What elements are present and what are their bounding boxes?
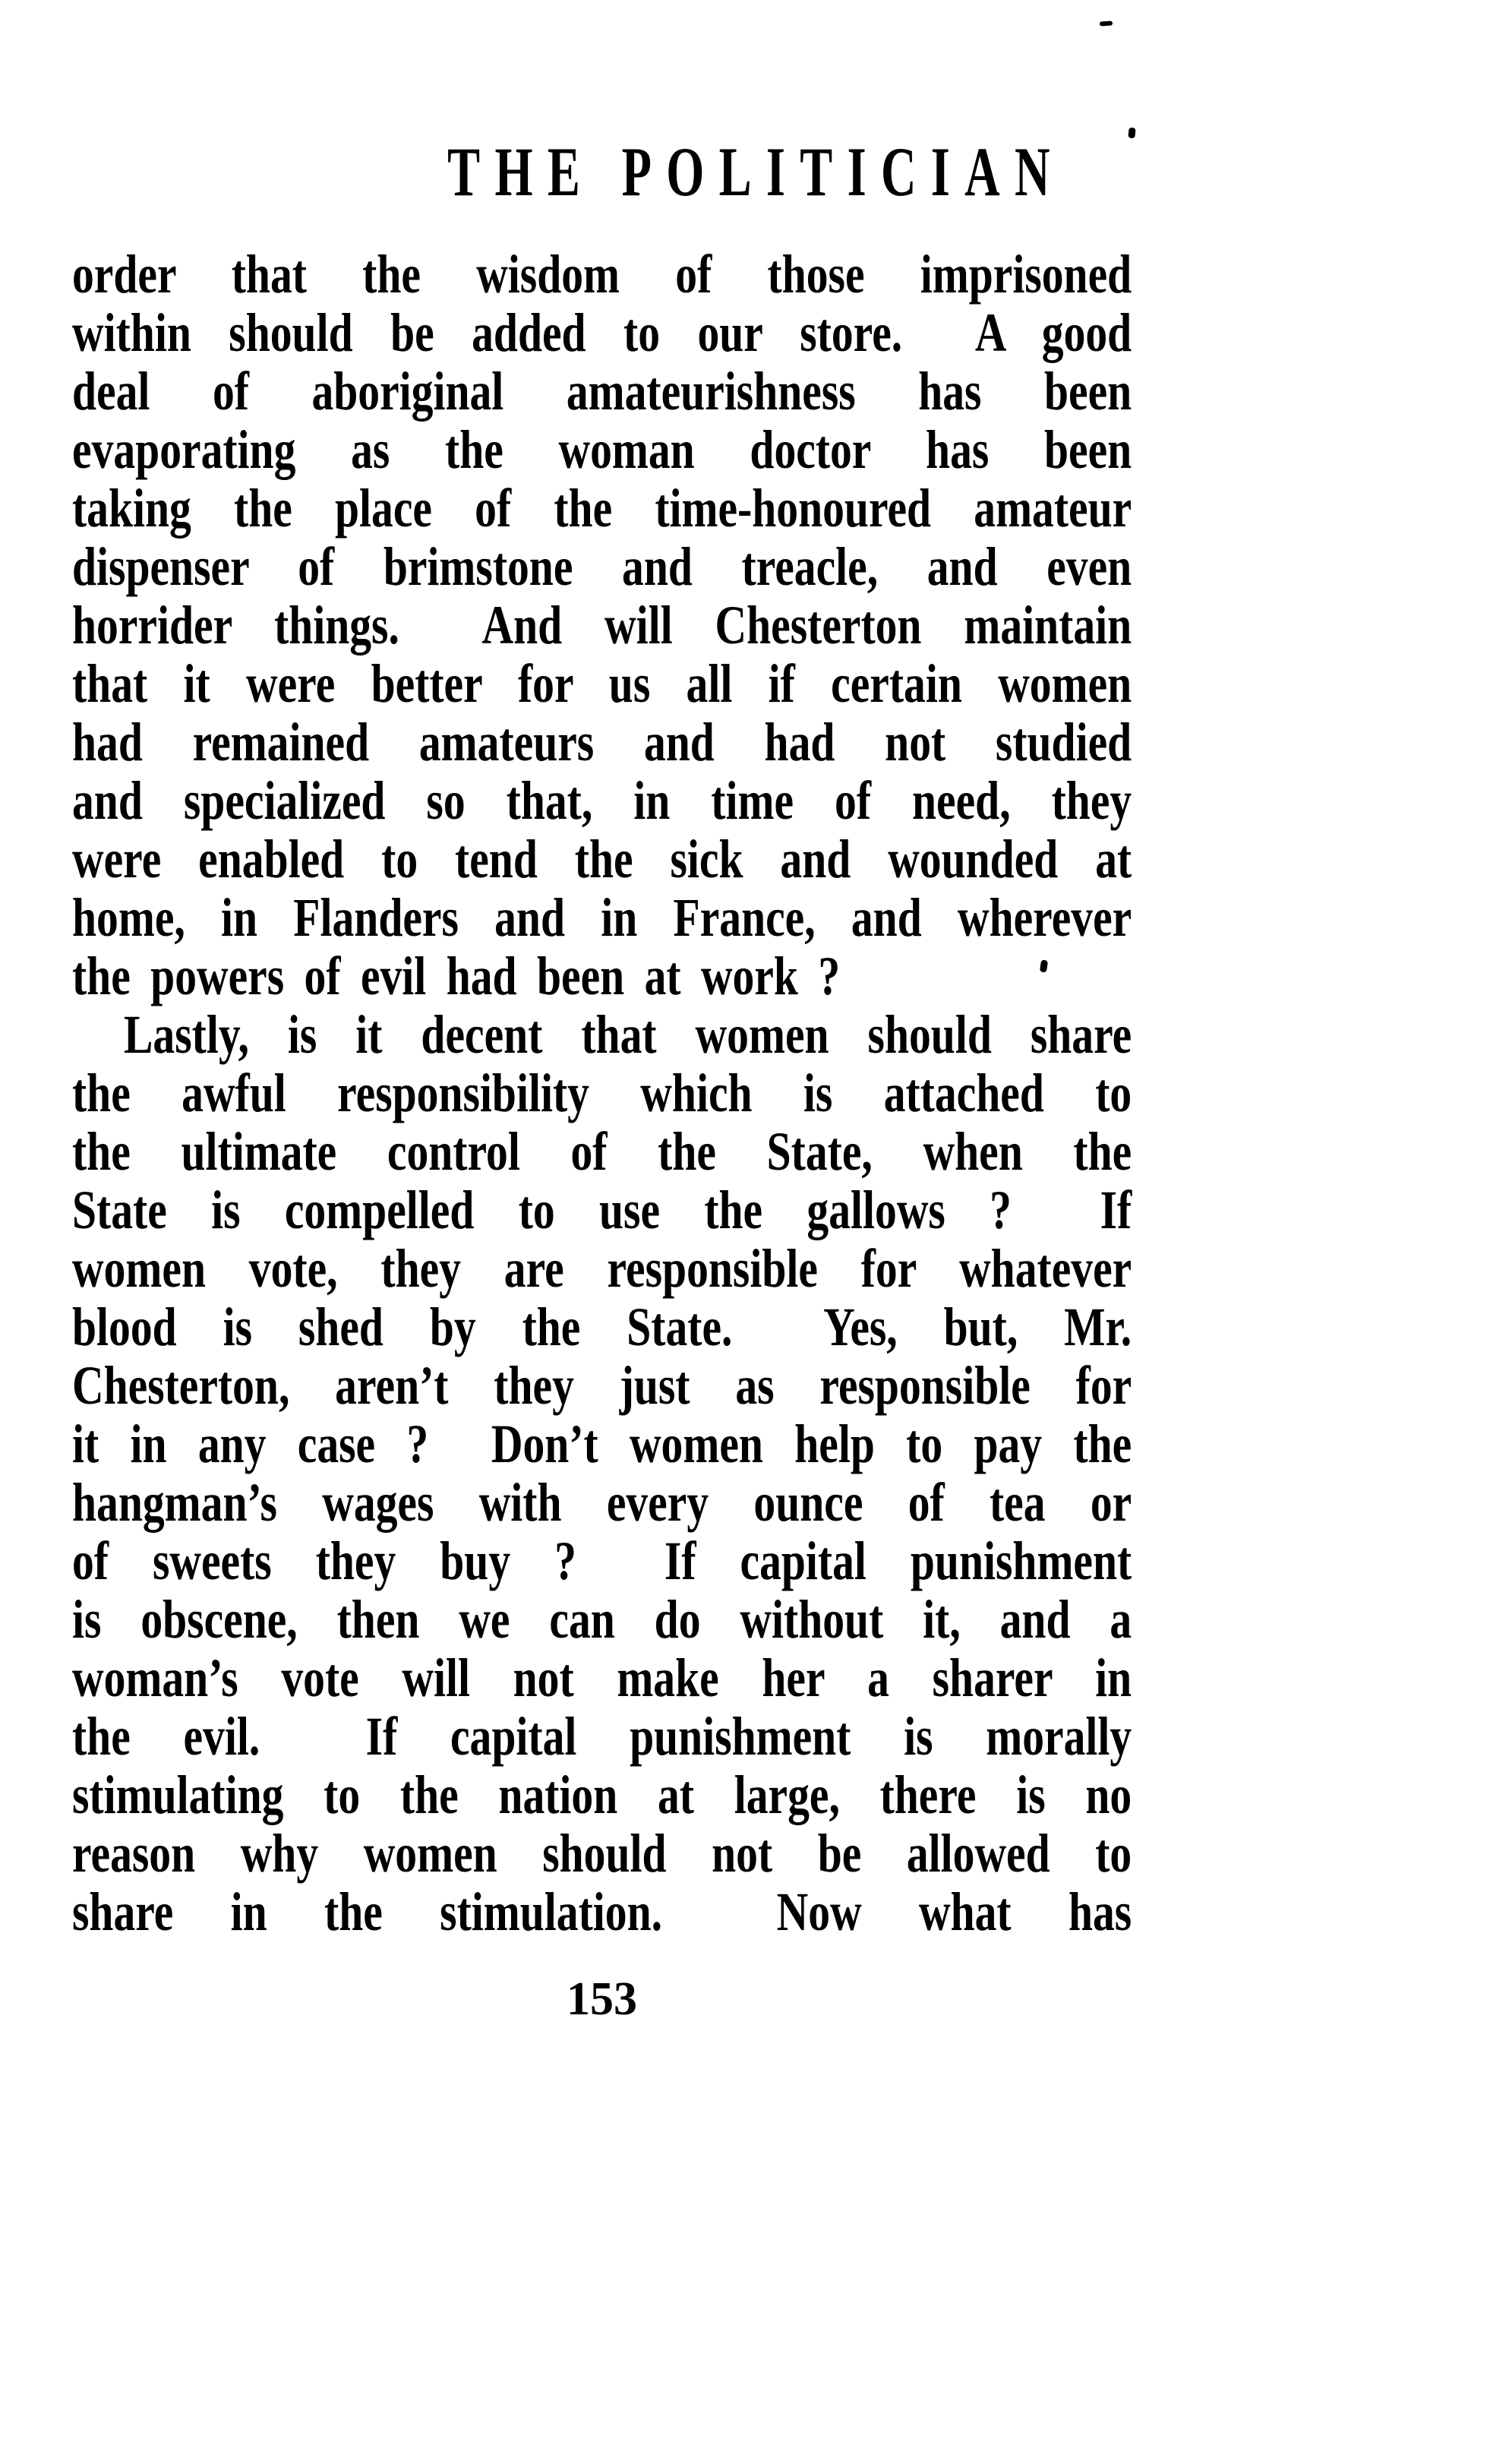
text-line: is obscene, then we can do without it, and a <box>72 1589 1132 1650</box>
page-number: 153 <box>567 1973 637 2025</box>
text-line: dispenser of brimstone and treacle, and even <box>72 536 1132 597</box>
text-line: the evil. If capital punishment is morally <box>72 1706 1132 1767</box>
page-title: THE POLITICIAN <box>447 133 1065 210</box>
body-text <box>72 245 1132 1941</box>
text-line: Lastly, is it decent that women should share <box>124 1004 1132 1065</box>
text-line: were enabled to tend the sick and wounded at <box>72 829 1132 889</box>
text-line: it in any case ? Don’t women help to pay the <box>72 1414 1132 1474</box>
text-line: of sweets they buy ? If capital punishment <box>72 1531 1132 1591</box>
text-line: the awful responsibility which is attached to <box>72 1063 1132 1123</box>
text-line: women vote, they are responsible for whatever <box>72 1238 1132 1299</box>
text-line: stimulating to the nation at large, there is no <box>72 1764 1132 1825</box>
text-line: had remained amateurs and had not studied <box>72 712 1132 772</box>
text-line: within should be added to our store. A good <box>72 302 1132 363</box>
text-line: that it were better for us all if certain women <box>72 653 1132 714</box>
text-line: share in the stimulation. Now what has <box>72 1881 1132 1942</box>
text-line: order that the wisdom of those imprisoned <box>72 244 1132 305</box>
text-line: the powers of evil had been at work ? <box>72 946 841 1006</box>
text-line: taking the place of the time-honoured amateur <box>72 478 1132 539</box>
text-line: reason why women should not be allowed to <box>72 1823 1132 1884</box>
text-line: woman’s vote will not make her a sharer in <box>72 1647 1132 1708</box>
text-line: State is compelled to use the gallows ? If <box>72 1180 1132 1240</box>
text-line: deal of aboriginal amateurishness has been <box>72 361 1132 422</box>
text-line: evaporating as the woman doctor has been <box>72 419 1132 480</box>
text-line: Chesterton, aren’t they just as responsible for <box>72 1355 1132 1416</box>
text-line: horrider things. And will Chesterton maintain <box>72 595 1132 655</box>
text-line: home, in Flanders and in France, and wherever <box>72 887 1132 948</box>
text-line: hangman’s wages with every ounce of tea or <box>72 1472 1132 1533</box>
text-line: and specialized so that, in time of need, they <box>72 770 1132 831</box>
text-line: blood is shed by the State. Yes, but, Mr. <box>72 1297 1132 1357</box>
scan-artifact-dash <box>1100 21 1113 26</box>
text-line: the ultimate control of the State, when the <box>72 1121 1132 1182</box>
